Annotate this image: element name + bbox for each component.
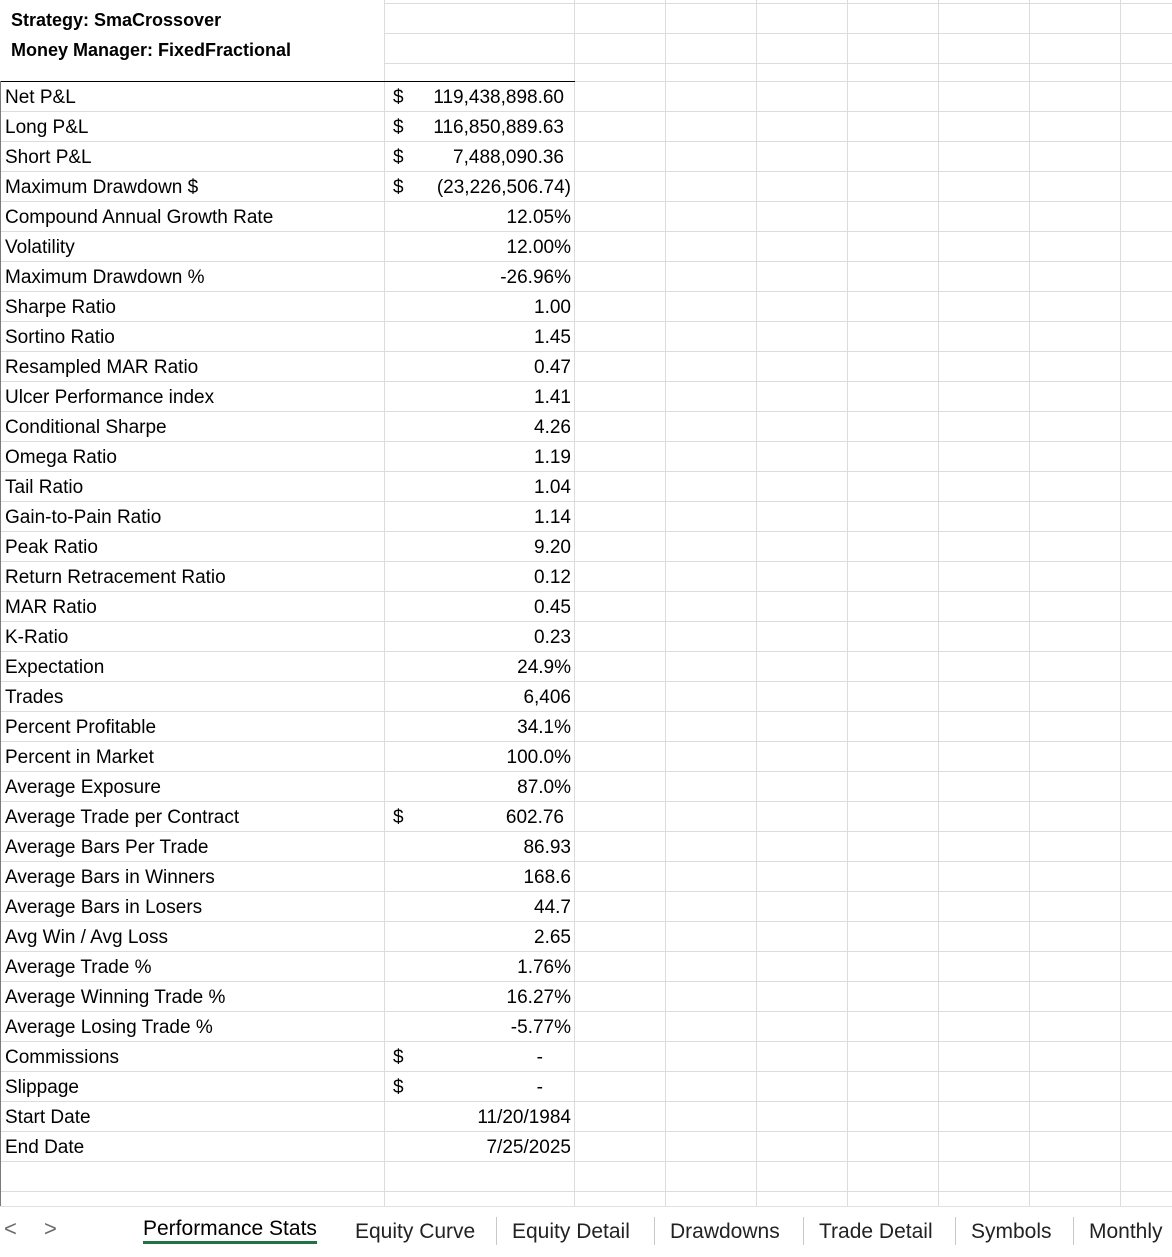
stat-value[interactable]: 16.27% xyxy=(506,987,571,1008)
stat-label[interactable]: Maximum Drawdown % xyxy=(5,267,205,288)
stat-value[interactable]: 1.45 xyxy=(534,327,571,348)
stat-label[interactable]: Commissions xyxy=(5,1047,120,1068)
stat-value[interactable]: (23,226,506.74) xyxy=(436,177,571,198)
currency-symbol: $ xyxy=(393,117,404,138)
column-gridline xyxy=(1120,0,1121,1206)
stat-label[interactable]: Short P&L xyxy=(5,147,92,168)
stat-value[interactable]: 0.12 xyxy=(534,567,571,588)
stat-row xyxy=(0,502,575,532)
stat-row xyxy=(0,412,575,442)
stat-label[interactable]: Net P&L xyxy=(5,87,76,108)
stat-row xyxy=(0,772,575,802)
sheet-tab-label: Equity Detail xyxy=(512,1220,630,1243)
stat-label[interactable]: Trades xyxy=(5,687,64,708)
stat-label[interactable]: Return Retracement Ratio xyxy=(5,567,226,588)
sheet-tab[interactable] xyxy=(498,1207,644,1252)
currency-symbol: $ xyxy=(393,1047,404,1068)
stat-label[interactable]: Average Bars in Winners xyxy=(5,867,215,888)
stat-value[interactable]: 12.05% xyxy=(506,207,571,228)
tab-separator xyxy=(654,1217,655,1245)
stat-row xyxy=(0,472,575,502)
stat-value[interactable]: 34.1% xyxy=(517,717,571,738)
currency-symbol: $ xyxy=(393,1077,404,1098)
stat-value[interactable]: 0.47 xyxy=(534,357,571,378)
stat-value[interactable]: 1.14 xyxy=(534,507,571,528)
stat-value[interactable]: 1.04 xyxy=(534,477,571,498)
stat-label[interactable]: End Date xyxy=(5,1137,85,1158)
stat-value[interactable]: 0.45 xyxy=(534,597,571,618)
stat-row xyxy=(0,712,575,742)
stat-label[interactable]: Ulcer Performance index xyxy=(5,387,215,408)
stat-value[interactable]: 2.65 xyxy=(534,927,571,948)
stat-label[interactable]: Average Bars Per Trade xyxy=(5,837,209,858)
sheet-tab-label: Performance Stats xyxy=(143,1217,317,1240)
currency-symbol: $ xyxy=(393,147,404,168)
stat-label[interactable]: Compound Annual Growth Rate xyxy=(5,207,274,228)
tab-separator xyxy=(955,1217,956,1245)
stat-value[interactable]: 100.0% xyxy=(506,747,571,768)
stat-value[interactable]: 11/20/1984 xyxy=(477,1107,571,1128)
tab-separator xyxy=(803,1217,804,1245)
column-gridline xyxy=(756,0,757,1206)
stat-label[interactable]: Omega Ratio xyxy=(5,447,117,468)
money-manager-title[interactable]: Money Manager: FixedFractional xyxy=(11,40,292,60)
sheet-tab-bar xyxy=(0,1206,1172,1252)
stat-value[interactable]: 4.26 xyxy=(534,417,571,438)
stat-label[interactable]: K-Ratio xyxy=(5,627,69,648)
sheet-tab[interactable] xyxy=(957,1207,1066,1252)
stat-value[interactable]: 116,850,889.63 xyxy=(433,117,564,138)
stat-label[interactable]: Volatility xyxy=(5,237,75,258)
stat-row xyxy=(0,322,575,352)
stat-label[interactable]: Average Trade per Contract xyxy=(5,807,240,828)
stat-value[interactable]: -5.77% xyxy=(510,1017,571,1038)
sheet-tab[interactable] xyxy=(129,1207,331,1252)
stat-row xyxy=(0,622,575,652)
stat-label[interactable]: Percent in Market xyxy=(5,747,154,768)
tab-separator xyxy=(1073,1217,1074,1245)
sheet-tab[interactable] xyxy=(656,1207,794,1252)
stat-value[interactable]: 0.23 xyxy=(534,627,571,648)
stat-row xyxy=(0,1072,575,1102)
stat-row xyxy=(0,922,575,952)
currency-symbol: $ xyxy=(393,87,404,108)
stat-row xyxy=(0,832,575,862)
stat-row xyxy=(0,532,575,562)
stat-label[interactable]: Sortino Ratio xyxy=(5,327,115,348)
stat-value[interactable]: - xyxy=(536,1077,543,1098)
stat-row xyxy=(0,652,575,682)
stat-row xyxy=(0,1042,575,1072)
stat-row xyxy=(0,1012,575,1042)
sheet-tab[interactable] xyxy=(341,1207,489,1252)
stat-row xyxy=(0,82,575,112)
sheet-tab-label: Drawdowns xyxy=(670,1220,780,1243)
column-gridline xyxy=(1029,0,1030,1206)
stat-label[interactable]: Long P&L xyxy=(5,117,89,138)
row-gridline xyxy=(0,1191,1172,1192)
stat-label[interactable]: Average Winning Trade % xyxy=(5,987,226,1008)
sheet-tab-label: Trade Detail xyxy=(819,1220,933,1243)
stat-value[interactable]: 1.19 xyxy=(534,447,571,468)
stat-value[interactable]: 7,488,090.36 xyxy=(453,147,564,168)
stat-label[interactable]: Percent Profitable xyxy=(5,717,157,738)
stat-value[interactable]: 168.6 xyxy=(523,867,571,888)
column-gridline xyxy=(938,0,939,1206)
chevron-right-icon[interactable]: > xyxy=(44,1216,57,1241)
stat-value[interactable]: 119,438,898.60 xyxy=(433,87,564,108)
stat-row xyxy=(0,112,575,142)
stat-value[interactable]: 7/25/2025 xyxy=(486,1137,571,1158)
stat-value[interactable]: 602.76 xyxy=(505,807,564,828)
stat-row xyxy=(0,1132,575,1162)
stat-row xyxy=(0,562,575,592)
stat-label[interactable]: Tail Ratio xyxy=(5,477,84,498)
stat-label[interactable]: Average Trade % xyxy=(5,957,152,978)
stat-label[interactable]: Average Exposure xyxy=(5,777,161,798)
currency-symbol: $ xyxy=(393,177,404,198)
stat-row xyxy=(0,232,575,262)
sheet-tab-label: Monthly xyxy=(1089,1220,1163,1243)
stat-label[interactable]: Start Date xyxy=(5,1107,91,1128)
stat-row xyxy=(0,892,575,922)
stat-label[interactable]: Peak Ratio xyxy=(5,537,98,558)
stat-value[interactable]: 6,406 xyxy=(523,687,571,708)
stat-row xyxy=(0,172,575,202)
stat-value[interactable]: 44.7 xyxy=(534,897,571,918)
sheet-tab[interactable] xyxy=(1075,1207,1172,1252)
stat-value[interactable]: 86.93 xyxy=(523,837,571,858)
stat-label[interactable]: Average Bars in Losers xyxy=(5,897,203,918)
stat-row xyxy=(0,592,575,622)
stat-row xyxy=(0,742,575,772)
stat-row xyxy=(0,1102,575,1132)
sheet-tab[interactable] xyxy=(805,1207,947,1252)
stat-label[interactable]: Gain-to-Pain Ratio xyxy=(5,507,162,528)
tab-separator xyxy=(496,1217,497,1245)
stat-row xyxy=(0,442,575,472)
stat-value[interactable]: 12.00% xyxy=(506,237,571,258)
stat-label[interactable]: Expectation xyxy=(5,657,105,678)
stat-label[interactable]: Maximum Drawdown $ xyxy=(5,177,199,198)
column-gridline xyxy=(665,0,666,1206)
stat-label[interactable]: Sharpe Ratio xyxy=(5,297,116,318)
stat-label[interactable]: MAR Ratio xyxy=(5,597,97,618)
stat-value[interactable]: 1.76% xyxy=(517,957,571,978)
sheet-tab-label: Equity Curve xyxy=(355,1220,476,1243)
stat-row xyxy=(0,292,575,322)
stat-row xyxy=(0,982,575,1012)
stat-value[interactable]: - xyxy=(536,1047,543,1068)
stat-row xyxy=(0,202,575,232)
stat-value[interactable]: -26.96% xyxy=(500,267,571,288)
stat-value[interactable]: 87.0% xyxy=(517,777,571,798)
column-gridline xyxy=(847,0,848,1206)
chevron-left-icon[interactable]: < xyxy=(4,1216,17,1241)
stat-label[interactable]: Avg Win / Avg Loss xyxy=(5,927,168,948)
stat-row xyxy=(0,952,575,982)
stat-row xyxy=(0,382,575,412)
currency-symbol: $ xyxy=(393,807,404,828)
sheet-tab-label: Symbols xyxy=(971,1220,1052,1243)
stat-row xyxy=(0,862,575,892)
stat-value[interactable]: 24.9% xyxy=(517,657,571,678)
stat-row xyxy=(0,352,575,382)
stat-value[interactable]: 9.20 xyxy=(534,537,571,558)
stat-label[interactable]: Resampled MAR Ratio xyxy=(5,357,199,378)
stat-value[interactable]: 1.41 xyxy=(534,387,571,408)
stat-row xyxy=(0,142,575,172)
stat-label[interactable]: Slippage xyxy=(5,1077,79,1098)
stat-label[interactable]: Conditional Sharpe xyxy=(5,417,167,438)
stat-row xyxy=(0,802,575,832)
strategy-title[interactable]: Strategy: SmaCrossover xyxy=(11,10,222,30)
stat-value[interactable]: 1.00 xyxy=(534,297,571,318)
active-tab-indicator xyxy=(143,1241,317,1244)
stat-label[interactable]: Average Losing Trade % xyxy=(5,1017,213,1038)
stat-row xyxy=(0,682,575,712)
stat-row xyxy=(0,262,575,292)
